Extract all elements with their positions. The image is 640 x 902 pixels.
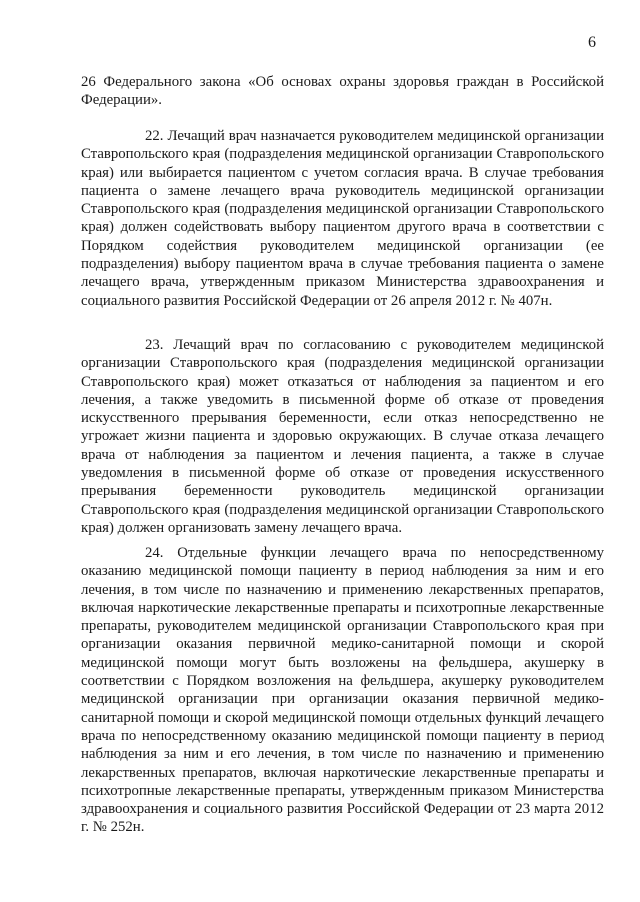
paragraph-22: 22. Лечащий врач назначается руководителем медицинской организации Ставропольского края (подразделения медицинской организации Ставропольского края) или выбирается пациентом с учетом согласия врача. В случае требования пациента о замене лечащего врача руководитель медицинской организации Ставропольского края (подразделения медицинской организации Ставропольского края) должен содействовать выбору пациентом другого врача в соответствии с Порядком содействия руководителем медицинской организации (ее подразделения) выбору пациентом врача в случае требования пациента о замене лечащего врача, утвержденным приказом Министерства здравоохранения и социального развития Российской Федерации от 26 апреля 2012 г. № 407н.	[81, 128, 604, 309]
paragraph-24: 24. Отдельные функции лечащего врача по непосредственному оказанию медицинской помощи пациенту в период наблюдения за ним и его лечения, в том числе по назначению и применению лекарственных препаратов, включая наркотические лекарственные препараты и психотропные лекарственные препараты, руководителем медицинской организации Ставропольского края при организации оказания первичной медико-санитарной помощи и скорой медицинской помощи могут быть возложены на фельдшера, акушерку в соответствии с Порядком возложения на фельдшера, акушерку руководителем медицинской организации при организации оказания первичной медико-санитарной помощи и скорой медицинской помощи отдельных функций лечащего врача по непосредственному оказанию медицинской помощи пациенту в период наблюдения за ним и его лечения, в том числе по назначению и применению лекарственных препаратов, включая наркотические лекарственные препараты и психотропные лекарственные препараты, утвержденным приказом Министерства здравоохранения и социального развития Российской Федерации от 23 марта 2012 г. № 252н.	[81, 545, 604, 836]
paragraph-continuation: 26 Федерального закона «Об основах охраны здоровья граждан в Российской Федерации».	[81, 74, 604, 109]
page-number: 6	[588, 34, 596, 51]
paragraph-23: 23. Лечащий врач по согласованию с руководителем медицинской организации Ставропольского края (подразделения медицинской организации Ставропольского края) может отказаться от наблюдения за пациентом и его лечения, а также уведомить в письменной форме об отказе от проведения искусственного прерывания беременности, если отказ непосредственно не угрожает жизни пациента и здоровью окружающих. В случае отказа лечащего врача от наблюдения за пациентом и лечения пациента, а также в случае уведомления в письменной форме об отказе от проведения искусственного прерывания беременности руководитель медицинской организации Ставропольского края (подразделения медицинской организации Ставропольского края) должен организовать замену лечащего врача.	[81, 337, 604, 536]
